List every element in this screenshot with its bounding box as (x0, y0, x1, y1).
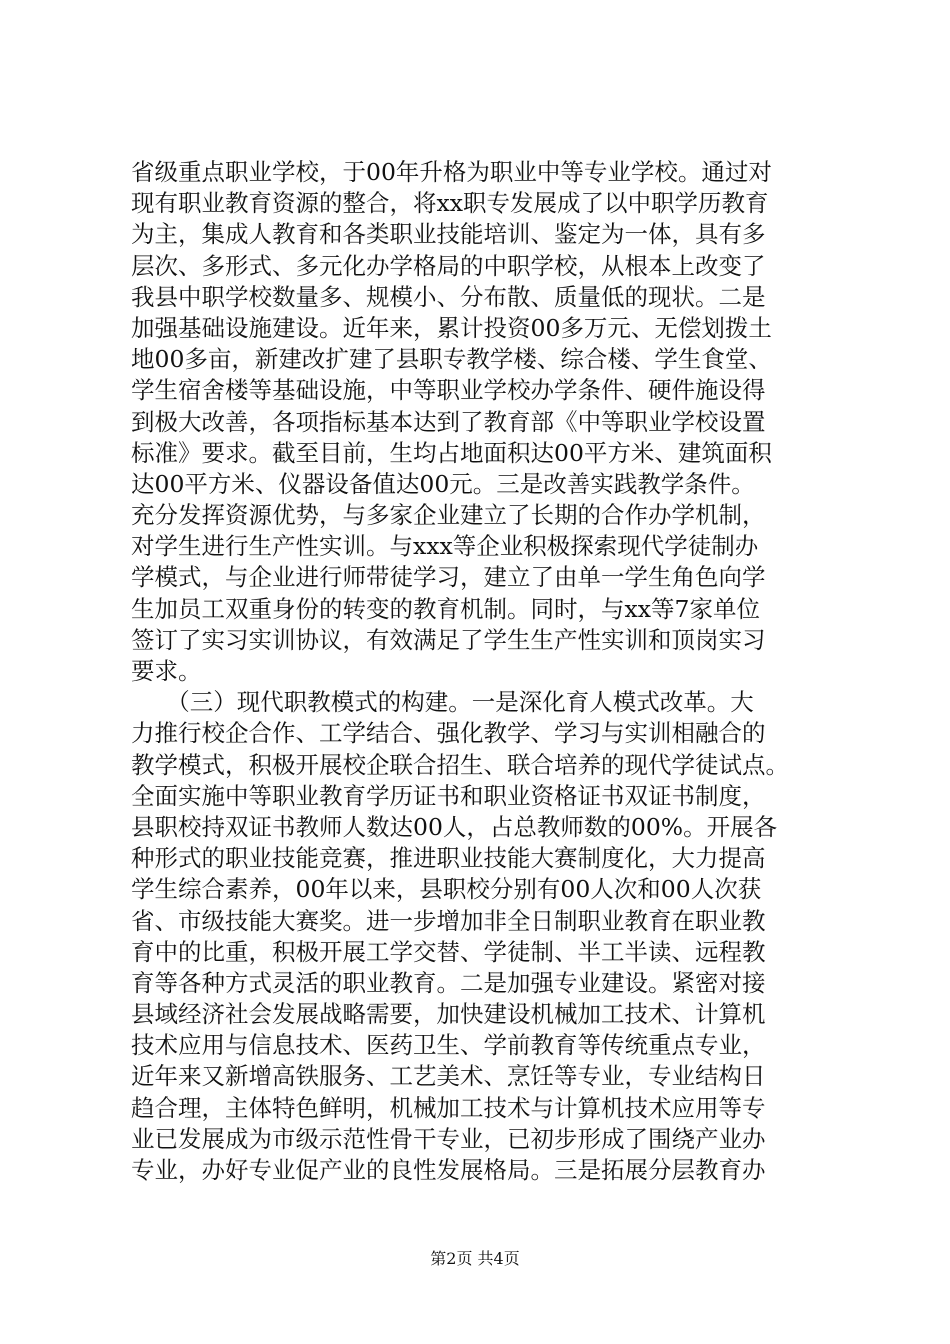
text-line: （三）现代职教模式的构建。一是深化育人模式改革。大 (131, 688, 754, 717)
text-line: 加强基础设施建设。近年来，累计投资00多万元、无偿划拨土 (131, 313, 772, 342)
text-line: 标准》要求。截至目前，生均占地面积达00平方米、建筑面积 (131, 438, 772, 467)
text-line: 学生综合素养，00年以来，县职校分别有00人次和00人次获 (131, 875, 762, 904)
text-line: 省、市级技能大赛奖。进一步增加非全日制职业教育在职业教 (131, 906, 766, 935)
text-line: 趋合理，主体特色鲜明，机械加工技术与计算机技术应用等专 (131, 1093, 766, 1122)
text-line: 层次、多形式、多元化办学格局的中职学校，从根本上改变了 (131, 251, 766, 280)
text-line: 签订了实习实训协议，有效满足了学生生产性实训和顶岗实习 (131, 625, 766, 654)
text-line: 育等各种方式灵活的职业教育。二是加强专业建设。紧密对接 (131, 968, 766, 997)
text-line: 专业，办好专业促产业的良性发展格局。三是拓展分层教育办 (131, 1156, 766, 1184)
text-line: 教学模式，积极开展校企联合招生、联合培养的现代学徒试点。 (131, 750, 789, 779)
text-line: 达00平方米、仪器设备值达00元。三是改善实践教学条件。 (131, 469, 755, 498)
text-line: 技术应用与信息技术、医药卫生、学前教育等传统重点专业， (131, 1031, 766, 1060)
text-line: 我县中职学校数量多、规模小、分布散、质量低的现状。二是 (131, 282, 766, 311)
body-text (131, 157, 831, 1186)
text-line: 学生宿舍楼等基础设施，中等职业学校办学条件、硬件施设得 (131, 376, 766, 405)
text-line: 全面实施中等职业教育学历证书和职业资格证书双证书制度， (131, 781, 766, 810)
text-line: 省级重点职业学校，于00年升格为职业中等专业学校。通过对 (131, 158, 772, 186)
text-line: 为主，集成人教育和各类职业技能培训、鉴定为一体，具有多 (131, 220, 766, 249)
text-line: 学模式，与企业进行师带徒学习，建立了由单一学生角色向学 (131, 563, 766, 592)
text-line: 种形式的职业技能竞赛，推进职业技能大赛制度化，大力提高 (131, 844, 766, 873)
page-footer: 第2页 共4页 (430, 1249, 520, 1268)
text-line: 县域经济社会发展战略需要，加快建设机械加工技术、计算机 (131, 1000, 766, 1029)
text-line: 地00多亩，新建改扩建了县职专教学楼、综合楼、学生食堂、 (131, 345, 772, 374)
text-line: 育中的比重，积极开展工学交替、学徒制、半工半读、远程教 (131, 937, 766, 966)
text-line: 力推行校企合作、工学结合、强化教学、学习与实训相融合的 (131, 719, 766, 748)
text-line: 要求。 (131, 657, 202, 685)
text-line: 近年来又新增高铁服务、工艺美术、烹饪等专业，专业结构日 (131, 1062, 766, 1091)
text-line: 对学生进行生产性实训。与xxx等企业积极探索现代学徒制办 (131, 532, 759, 561)
text-line: 充分发挥资源优势，与多家企业建立了长期的合作办学机制， (131, 501, 766, 530)
text-line: 现有职业教育资源的整合，将xx职专发展成了以中职学历教育 (131, 189, 769, 218)
text-line: 到极大改善，各项指标基本达到了教育部《中等职业学校设置 (131, 407, 766, 436)
text-line: 县职校持双证书教师人数达00人，占总教师数的00%。开展各 (131, 812, 778, 841)
text-line: 生加员工双重身份的转变的教育机制。同时，与xx等7家单位 (131, 594, 760, 623)
text-line: 业已发展成为市级示范性骨干专业，已初步形成了围绕产业办 (131, 1124, 766, 1153)
